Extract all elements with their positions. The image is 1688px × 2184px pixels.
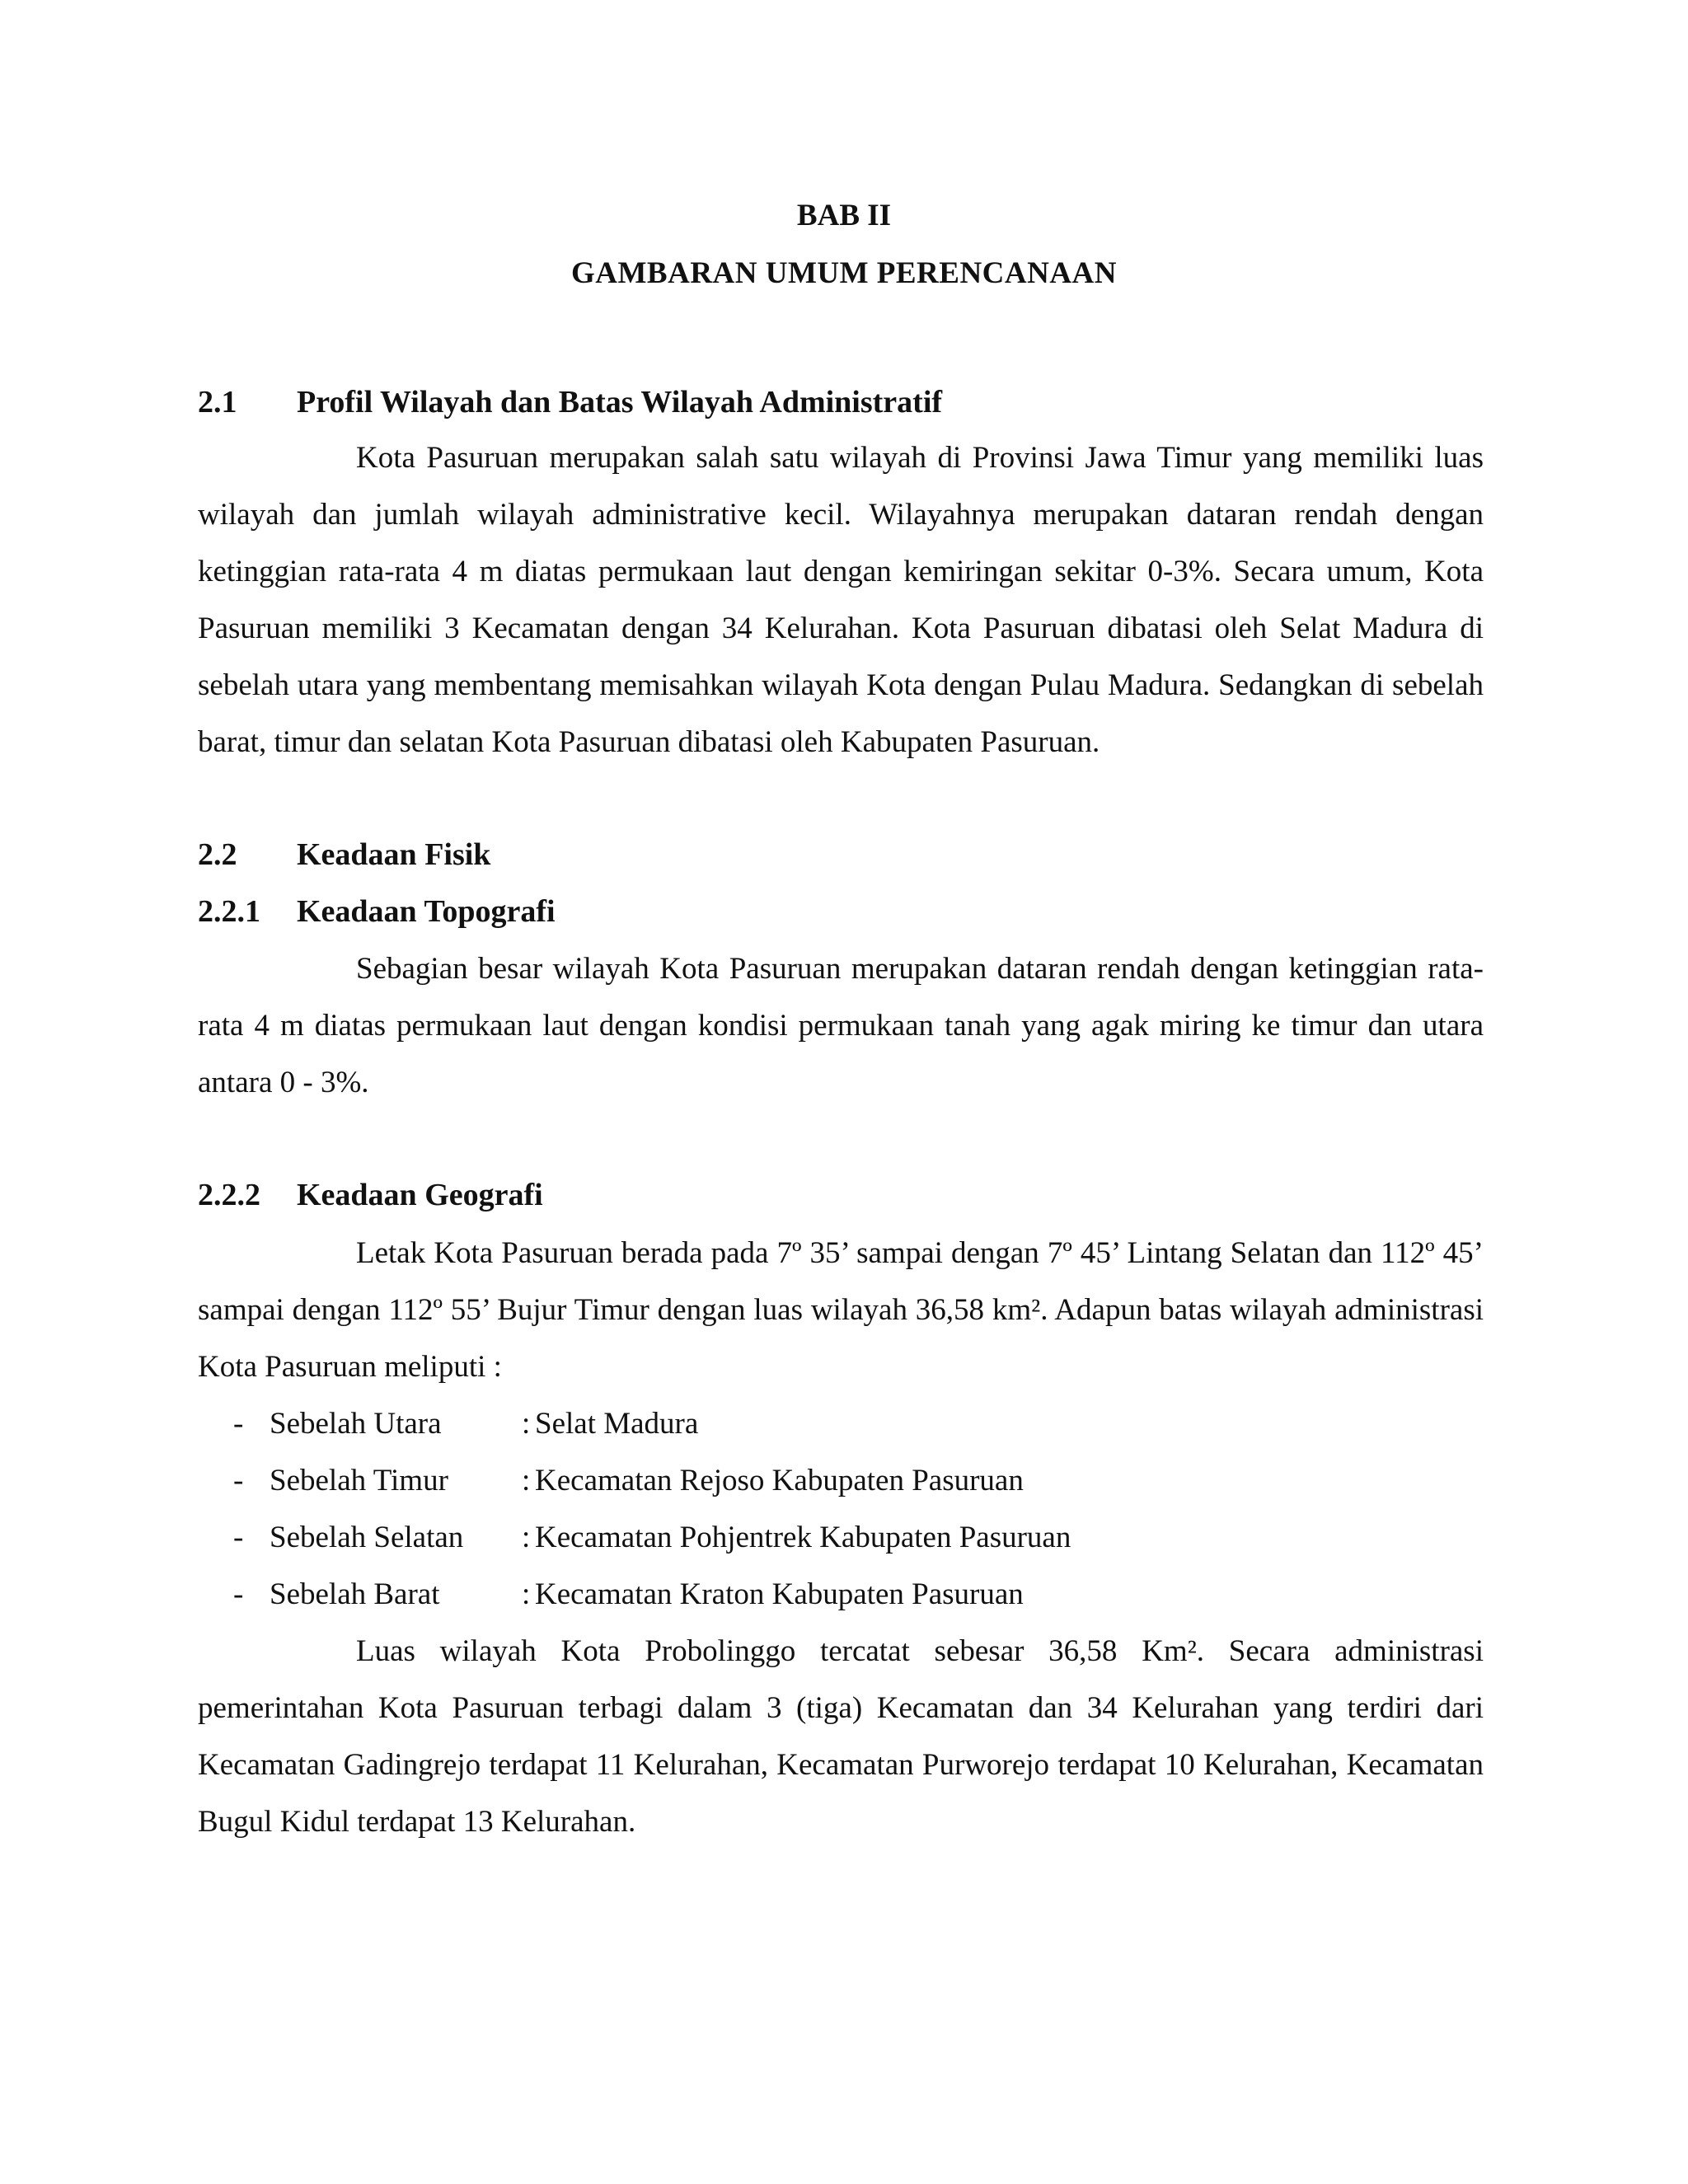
border-colon: :: [522, 1407, 531, 1441]
list-bullet: -: [233, 1464, 244, 1497]
section-2-2-1-paragraph: Sebagian besar wilayah Kota Pasuruan merupakan dataran rendah dengan ketinggian rata-rata 4 m diatas permukaan laut dengan kondisi permukaan tanah yang agak miring ke timur dan utara antara 0 - 3%.: [198, 952, 1484, 1099]
section-title: Keadaan Topografi: [297, 894, 556, 929]
border-direction: Sebelah Barat: [270, 1577, 440, 1611]
border-direction: Sebelah Timur: [270, 1464, 448, 1497]
border-value: Kecamatan Pohjentrek Kabupaten Pasuruan: [535, 1521, 1071, 1554]
section-title: Keadaan Fisik: [297, 837, 491, 872]
list-bullet: -: [233, 1407, 244, 1441]
section-heading-2-2-2: [198, 1179, 1484, 1212]
border-colon: :: [522, 1521, 531, 1554]
border-list: [198, 1395, 1484, 1623]
border-value: Selat Madura: [535, 1407, 699, 1441]
section-title: Keadaan Geografi: [297, 1178, 543, 1212]
border-value: Kecamatan Rejoso Kabupaten Pasuruan: [535, 1464, 1024, 1497]
border-direction: Sebelah Selatan: [270, 1521, 464, 1554]
section-title: Profil Wilayah dan Batas Wilayah Administratif: [297, 385, 943, 419]
area-summary-paragraph: Luas wilayah Kota Probolinggo tercatat sebesar 36,58 Km². Secara administrasi pemerintahan Kota Pasuruan terbagi dalam 3 (tiga) Kecamatan dan 34 Kelurahan yang terdiri dari Kecamatan Gadingrejo terdapat 11 Kelurahan, Kecamatan Purworejo terdapat 10 Kelurahan, Kecamatan Bugul Kidul terdapat 13 Kelurahan.: [198, 1634, 1484, 1839]
section-number: 2.2.1: [198, 894, 260, 929]
section-2-2-2-paragraph: Letak Kota Pasuruan berada pada 7º 35’ sampai dengan 7º 45’ Lintang Selatan dan 112º 45’ sampai dengan 112º 55’ Bujur Timur dengan luas wilayah 36,58 km². Adapun batas wilayah administrasi Kota Pasuruan meliputi :: [198, 1236, 1484, 1384]
border-colon: :: [522, 1464, 531, 1497]
list-item: [198, 1566, 1484, 1623]
list-item: [198, 1452, 1484, 1509]
section-number: 2.1: [198, 385, 237, 419]
border-colon: :: [522, 1577, 531, 1611]
list-item: [198, 1509, 1484, 1566]
section-heading-2-2-1: [198, 895, 1484, 928]
list-bullet: -: [233, 1521, 244, 1554]
border-value: Kecamatan Kraton Kabupaten Pasuruan: [535, 1577, 1024, 1611]
border-direction: Sebelah Utara: [270, 1407, 442, 1441]
section-2-1-paragraph: Kota Pasuruan merupakan salah satu wilayah di Provinsi Jawa Timur yang memiliki luas wilayah dan jumlah wilayah administrative kecil. Wilayahnya merupakan dataran rendah dengan ketinggian rata-rata 4 m diatas permukaan laut dengan kemiringan sekitar 0-3%. Secara umum, Kota Pasuruan memiliki 3 Kecamatan dengan 34 Kelurahan. Kota Pasuruan dibatasi oleh Selat Madura di sebelah utara yang membentang memisahkan wilayah Kota dengan Pulau Madura. Sedangkan di sebelah barat, timur dan selatan Kota Pasuruan dibatasi oleh Kabupaten Pasuruan.: [198, 441, 1484, 759]
list-bullet: -: [233, 1577, 244, 1611]
chapter-title: GAMBARAN UMUM PERENCANAAN: [571, 256, 1117, 290]
section-heading-2-2: [198, 838, 1484, 871]
section-number: 2.2.2: [198, 1178, 260, 1212]
list-item: [198, 1395, 1484, 1452]
section-heading-2-1: [198, 386, 1484, 419]
section-number: 2.2: [198, 837, 237, 872]
chapter-number: BAB II: [796, 199, 892, 232]
